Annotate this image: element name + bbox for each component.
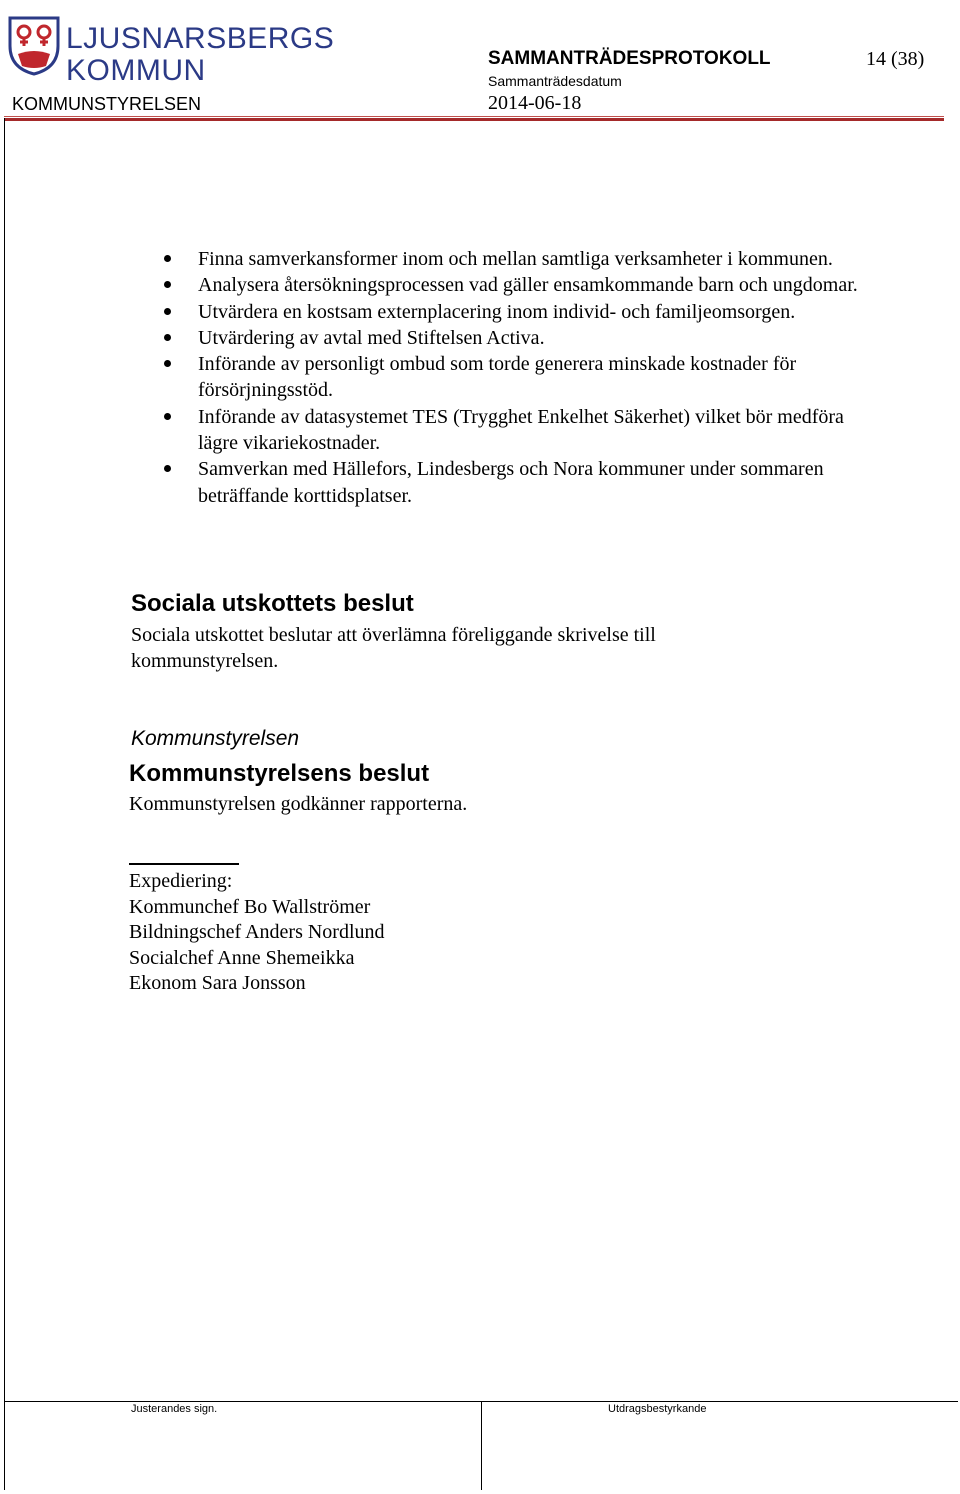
dispatch-recipient: Kommunchef Bo Wallströmer (129, 895, 371, 918)
extract-certification-label: Utdragsbestyrkande (608, 1403, 707, 1415)
logo-wordmark-line2: KOMMUN (66, 54, 206, 87)
list-item (162, 456, 882, 509)
social-decision-heading: Sociala utskottets beslut (131, 590, 414, 617)
bullet-icon (164, 255, 171, 262)
organization-name: KOMMUNSTYRELSEN (12, 94, 202, 114)
coat-of-arms-icon (8, 16, 60, 76)
meeting-date: 2014-06-18 (488, 92, 582, 114)
list-item-text: Införande av datasystemet TES (Trygghet Enkelhet Säkerhet) vilket bör medföra lägre vikariekostnader. (198, 405, 844, 455)
bullet-icon (164, 465, 171, 472)
dispatch-title: Expediering: (129, 870, 233, 892)
board-decision-heading: Kommunstyrelsens beslut (129, 760, 430, 787)
list-item (162, 272, 882, 298)
list-item (162, 246, 882, 272)
list-item-text: Införande av personligt ombud som torde generera minskade kostnader för försörjningsstöd. (198, 353, 797, 402)
list-item (162, 404, 882, 457)
list-item-text: Utvärdering av avtal med Stiftelsen Activa. (198, 326, 545, 349)
municipality-logo (8, 12, 335, 87)
list-item-text: Utvärdera en kostsam externplacering inom individ- och familjeomsorgen. (198, 300, 796, 323)
bullet-icon (164, 334, 171, 341)
bullet-icon (164, 360, 171, 367)
left-margin-rule (4, 118, 5, 1490)
document-title: SAMMANTRÄDESPROTOKOLL (488, 48, 771, 69)
board-decision-text: Kommunstyrelsen godkänner rapporterna. (129, 793, 468, 815)
page-number: 14 (38) (866, 48, 925, 70)
list-item (162, 299, 882, 325)
bullet-icon (164, 308, 171, 315)
bullet-icon (164, 413, 171, 420)
footer-column-divider (481, 1401, 482, 1490)
header-divider-thin (4, 116, 944, 117)
list-item-text: Analysera återsökningsprocessen vad gäller ensamkommande barn och ungdomar. (198, 274, 858, 297)
social-decision-line: kommunstyrelsen. (131, 649, 279, 672)
list-item-text: Samverkan med Hällefors, Lindesbergs och Nora kommuner under sommaren beträffande korttidsplatser. (198, 458, 824, 507)
list-item (162, 325, 882, 351)
social-decision-text (131, 623, 656, 674)
list-item-text: Finna samverkansformer inom och mellan samtliga verksamheter i kommunen. (198, 248, 833, 270)
dispatch-block (129, 869, 385, 997)
header-divider (4, 118, 944, 121)
bullet-icon (164, 281, 171, 288)
list-item (162, 351, 882, 404)
dispatch-rule (129, 863, 239, 865)
board-label: Kommunstyrelsen (131, 727, 300, 750)
logo-wordmark-line1: LJUSNARSBERGS (66, 22, 335, 55)
dispatch-recipient: Bildningschef Anders Nordlund (129, 921, 385, 943)
social-decision-line: Sociala utskottet beslutar att överlämna föreliggande skrivelse till (131, 624, 656, 646)
meeting-date-label: Sammanträdesdatum (488, 73, 622, 89)
measures-list (162, 246, 882, 509)
signature-field-label: Justerandes sign. (131, 1403, 218, 1415)
dispatch-recipient: Socialchef Anne Shemeikka (129, 946, 355, 969)
dispatch-recipient: Ekonom Sara Jonsson (129, 972, 306, 994)
